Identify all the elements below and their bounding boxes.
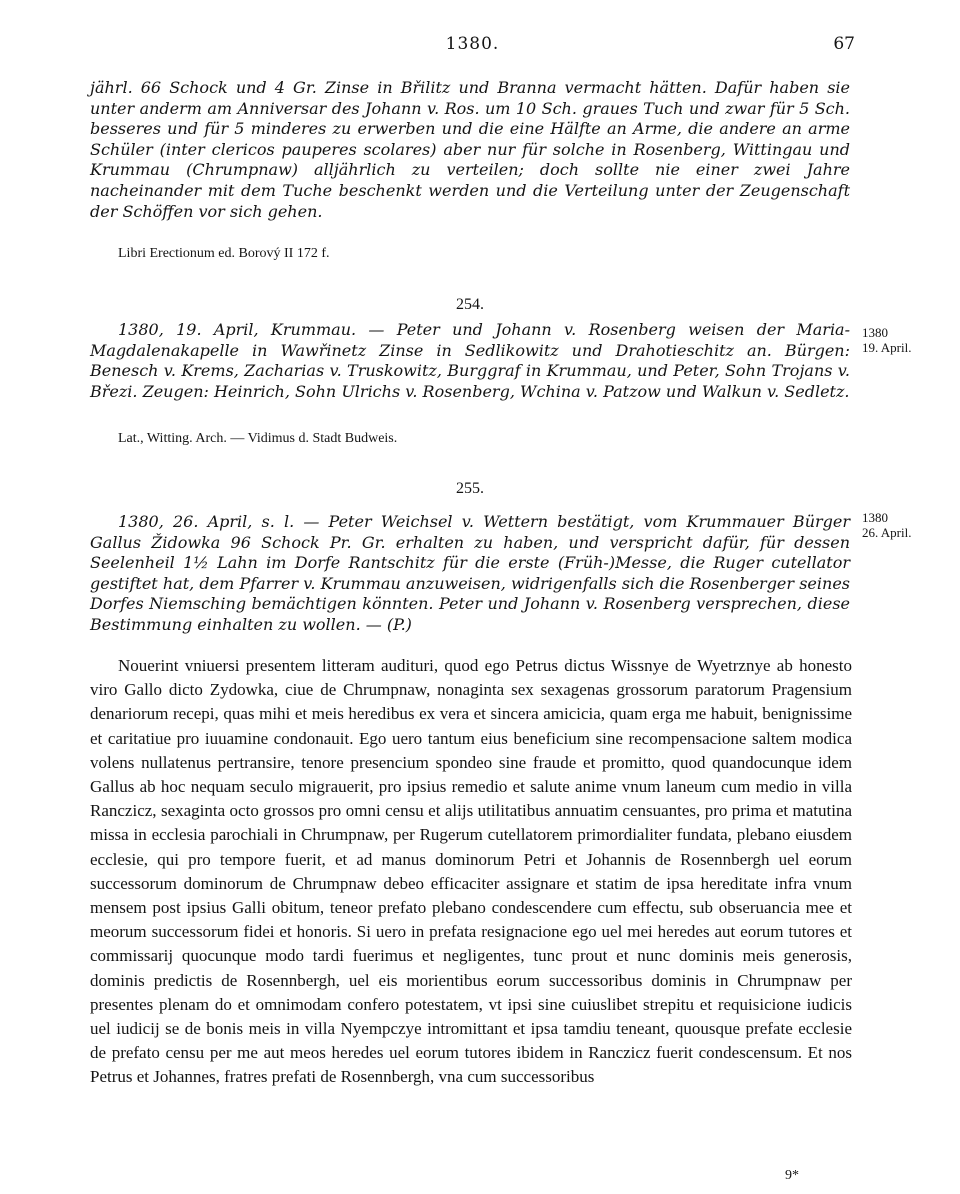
margin-date-year: 1380: [862, 325, 888, 340]
signature-mark: 9*: [785, 1168, 799, 1183]
margin-date-255: [862, 510, 932, 540]
regest-255: 1380, 26. April, s. l. — Peter Weichsel v. Wettern bestätigt, vom Krummauer Bürger Gallus Židowka 96 Schock Pr. Gr. erhalten zu haben, und verspricht dafür, für dessen Seelenheil 1½ Lahn im Dorfe Rantschitz für die erste (Früh-)Messe, die Ruger cutellator gestiftet hat, dem Pfarrer v. Krummau anzuweisen, widrigenfalls sich die Rosenberger seines Dorfes Niemsching bemächtigen könnten. Peter und Johann v. Rosenberg versprechen, diese Bestimmung einhalten zu wollen. — (P.): [90, 512, 850, 634]
document-number-255: 255.: [456, 480, 484, 497]
regest-tail-253: jährl. 66 Schock und 4 Gr. Zinse in Břilitz und Branna vermacht hätten. Dafür haben sie unter anderm am Anniversar des Johann v. Ros. um 10 Sch. graues Tuch und zwar für 5 Sch. besseres und für 5 minderes zu erwerben und die eine Hälfte an Arme, die andere an arme Schüler (inter clericos pauperes scolares) aber nur für solche in Rosenberg, Wittingau und Krummau (Chrumpnaw) alljährlich zu verteilen; doch sollte nie einer zwei Jahre nacheinander mit dem Tuche beschenkt werden und die Verteilung unter der Zeugenschaft der Schöffen vor sich gehen.: [90, 78, 850, 221]
margin-date-day: 19. April.: [862, 340, 912, 355]
margin-date-year: 1380: [862, 510, 888, 525]
page-header: [90, 34, 855, 58]
document-number-254: 254.: [456, 296, 484, 313]
latin-charter-text: [90, 654, 852, 1090]
running-head-year: 1380.: [445, 34, 500, 54]
source-note-254: Lat., Witting. Arch. — Vidimus d. Stadt Budweis.: [118, 431, 398, 446]
latin-paragraph: Nouerint vniuersi presentem litteram audituri, quod ego Petrus dictus Wissnye de Wyetrznye ab honesto viro Gallo dicto Zydowka, ciue de Chrumpnaw, nonaginta sex sexagenas grossorum paratorum Pragensium denariorum recepi, quas mihi et meis heredibus ex vera et sincera amicicia, quam erga me habuit, benignissime et caritatiue pro iuuamine condonauit. Ego uero tantum eius beneficium sine recompensacione saltem modica volens nullatenus pertransire, tenore presencium spondeo sine fraude et promitto, quod quandocunque idem Gallus ab hoc nequam seculo migrauerit, pro ipsius remedio et salute anime vnum laneum cum medio in villa Ranczicz, sexaginta octo grossos pro omni censu et alijs utilitatibus annuatim censuantes, pro prima et matutina missa in ecclesia parochiali in Chrumpnaw, per Rugerum cutellatorem primordialiter fundata, plebano eiusdem ecclesie, qui pro tempore fuerit, et ad manus dominorum Petri et Johannis de Rosennbergh uel eorum successorum dominorum de Chrumpnaw debeo efficaciter assignare et statim de ipsa hereditate infra vnum mensem post ipsius Galli obitum, teneor prefato plebano condescendere cum effectu, sub obseruancia mee et meorum successorum fidei et honoris. Si uero in prefata resignacione ego uel mei heredes aut eorum tutores et commissarij quocunque modo tardi fuerimus et negligentes, tunc prout et nunc dominis meis generosis, dominis predictis de Rosennbergh, uel eis morientibus eorum successoribus dominis in Chrumpnaw per presentes plenam do et omnimodam confero potestatem, vt ipsi sine cuiuslibet strepitu et requisicione iudicis uel iudicij se de bonis meis in villa Nyempczye intromittant et ipsa tamdiu teneant, quousque prefate ecclesie de prefato censu per me aut meos heredes uel eorum tutores ibidem in Ranczicz fuerit condescensum. Et nos Petrus et Johannes, fratres prefati de Rosennbergh, vna cum successoribus: [90, 656, 852, 1087]
margin-date-254: [862, 325, 932, 355]
regest-254: 1380, 19. April, Krummau. — Peter und Johann v. Rosenberg weisen der Maria-Magdalenakapelle in Wawřinetz Zinse in Sedlikowitz und Drahotieschitz an. Bürgen: Benesch v. Krems, Zacharias v. Truskowitz, Burggraf in Krummau, und Peter, Sohn Trojans v. Březi. Zeugen: Heinrich, Sohn Ulrichs v. Rosenberg, Wchina v. Patzow und Walkun v. Sedletz.: [90, 320, 850, 401]
margin-date-day: 26. April.: [862, 525, 912, 540]
source-note-253: Libri Erectionum ed. Borový II 172 f.: [118, 246, 330, 261]
page-number: 67: [833, 34, 855, 54]
